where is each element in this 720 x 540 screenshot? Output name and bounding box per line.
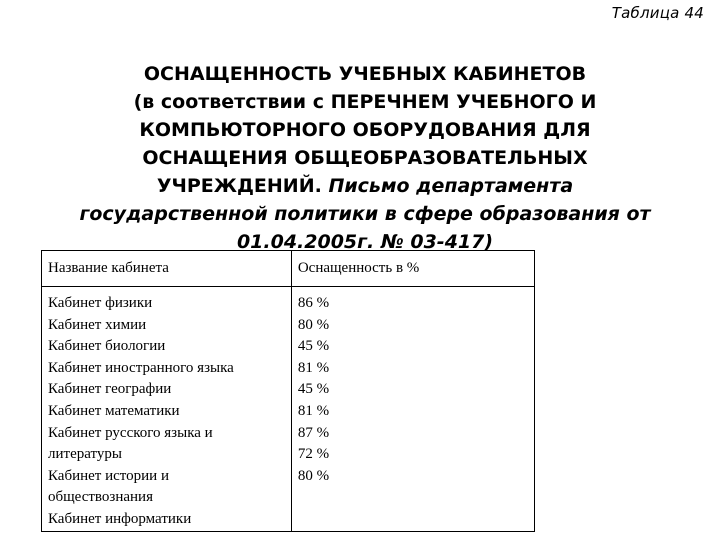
equipment-percent: 45 % <box>297 381 330 398</box>
title-line-3: КОМПЬЮТОРНОГО ОБОРУДОВАНИЯ ДЛЯ <box>139 119 591 141</box>
equipment-percent: 81 % <box>297 402 330 419</box>
title-line-5-italic: Письмо департамента <box>321 175 574 197</box>
cabinet-names-cell <box>42 287 292 532</box>
title-line-1: ОСНАЩЕННОСТЬ УЧЕБНЫХ КАБИНЕТОВ <box>143 63 587 85</box>
title-line-4: ОСНАЩЕНИЯ ОБЩЕОБРАЗОВАТЕЛЬНЫХ <box>142 147 588 169</box>
title-line-6: государственной политики в сфере образования от <box>79 203 651 225</box>
cabinet-name: Кабинет физики <box>48 295 153 311</box>
cabinet-name: Кабинет иностранного языка <box>48 359 234 376</box>
table-body-row <box>42 287 535 532</box>
title-line-5 <box>30 172 700 200</box>
table-number: Таблица 44 <box>611 4 704 22</box>
equipment-percent: 45 % <box>297 338 330 355</box>
cabinet-name: Кабинет математики <box>48 402 180 419</box>
equipment-percent: 81 % <box>297 359 330 376</box>
equipment-percent-cell <box>291 287 534 532</box>
equipment-table <box>41 250 535 532</box>
equipment-percent: 86 % <box>297 295 330 311</box>
header-cabinet-name: Название кабинета <box>42 251 292 287</box>
header-equipment-percent: Оснащенность в % <box>291 251 534 287</box>
title-line-2: (в соответствии с ПЕРЕЧНЕМ УЧЕБНОГО И <box>133 91 597 113</box>
title-line-7: 01.04.2005г. № 03-417) <box>236 231 494 253</box>
table-header-row <box>42 251 535 287</box>
cabinet-name: Кабинет истории и <box>48 467 169 484</box>
cabinet-name: Кабинет химии <box>48 316 147 333</box>
equipment-percent: 72 % <box>297 446 330 463</box>
cabinet-name: Кабинет русского языка и <box>48 424 213 441</box>
document-title <box>30 60 700 256</box>
cabinet-name: литературы <box>48 446 122 463</box>
cabinet-name: Кабинет информатики <box>48 510 192 527</box>
equipment-percent: 80 % <box>297 467 330 484</box>
cabinet-name: Кабинет биологии <box>48 338 166 355</box>
cabinet-name: Кабинет географии <box>48 381 172 398</box>
title-line-5-bold: УЧРЕЖДЕНИЙ. <box>156 175 322 197</box>
equipment-percent: 80 % <box>297 316 330 333</box>
equipment-percent: 87 % <box>297 424 330 441</box>
cabinet-name: обществознания <box>48 489 153 506</box>
